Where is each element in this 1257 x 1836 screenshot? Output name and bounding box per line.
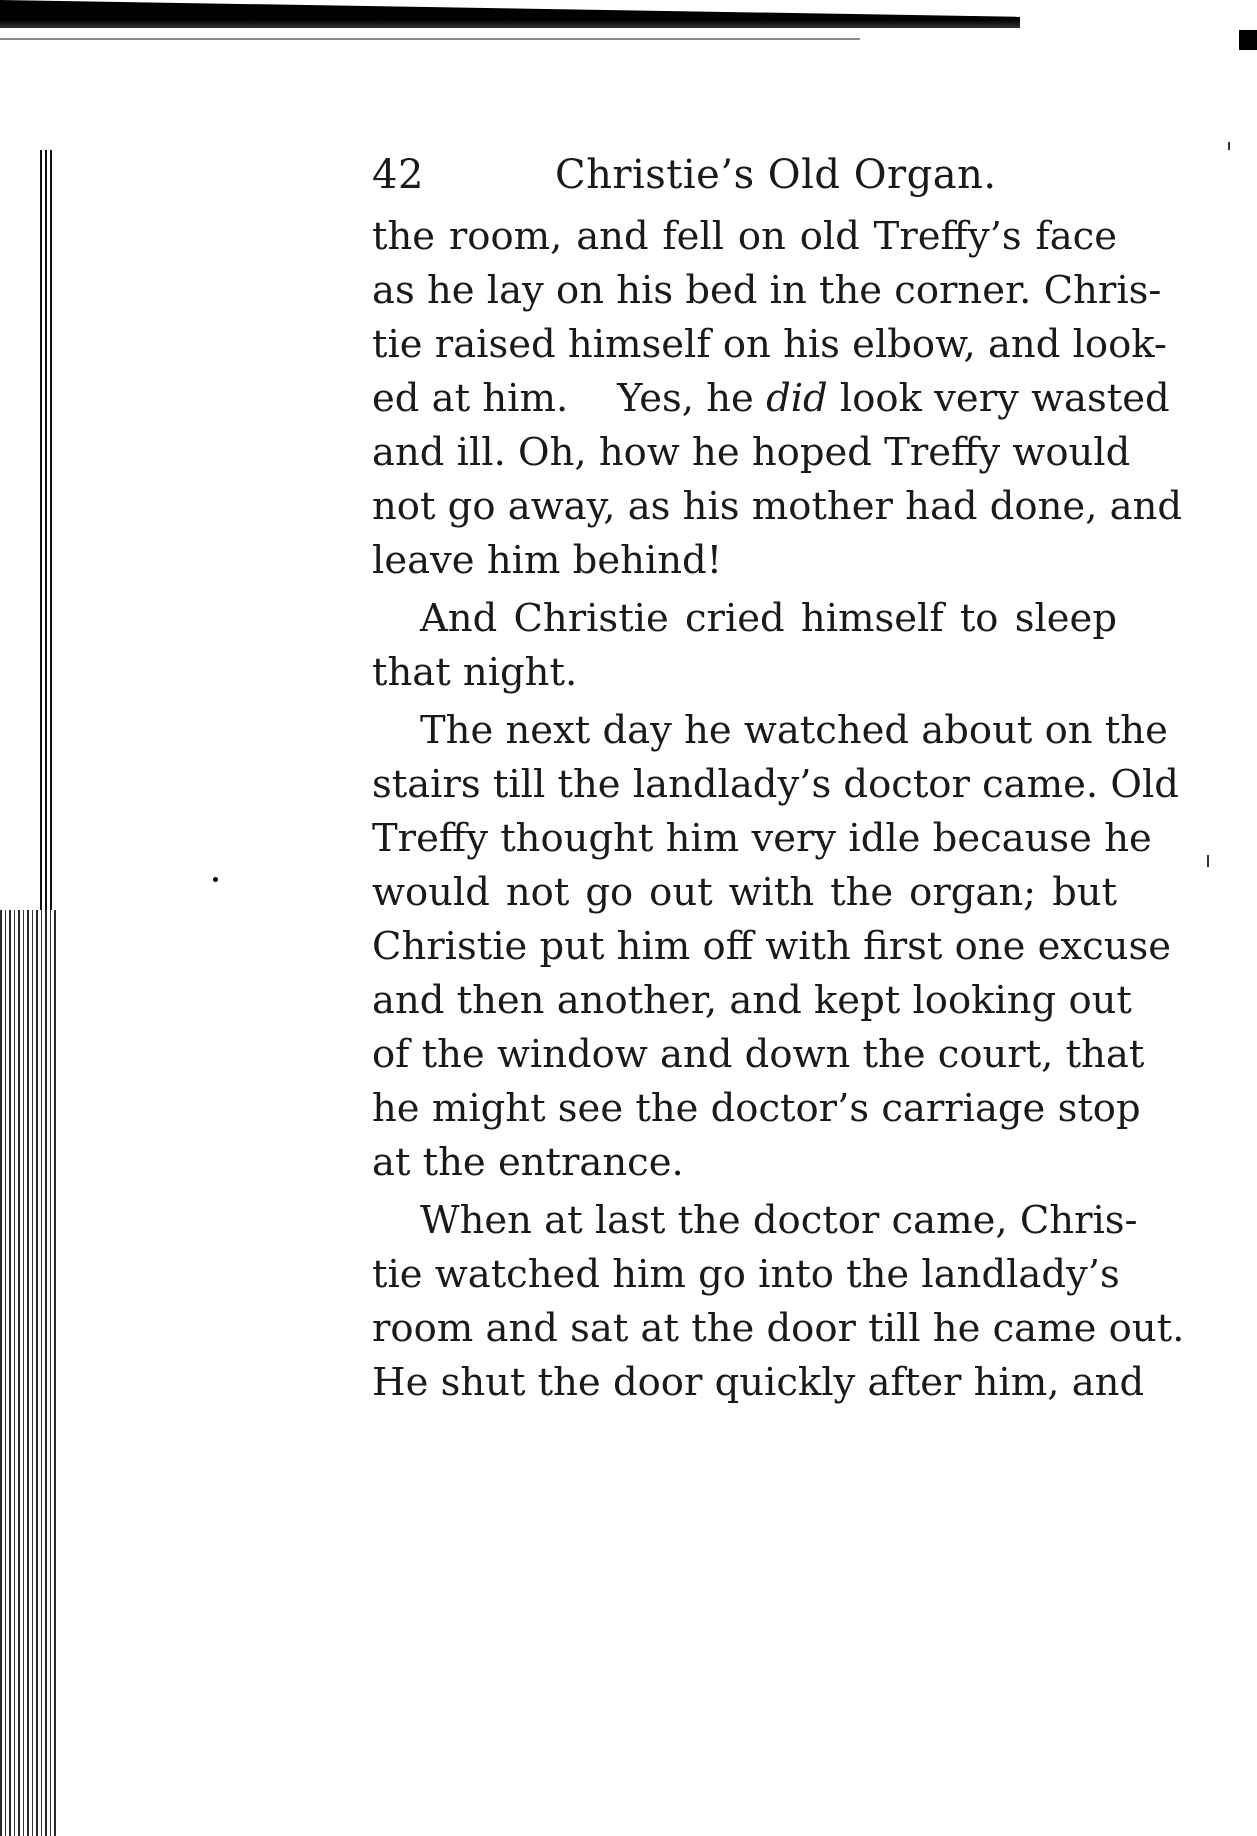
text-fragment: Yes, he [617,376,754,421]
text-line: Treffy thought him very idle because he [372,816,1152,861]
scan-speck [213,877,218,882]
text-line: leave him behind! [372,538,723,583]
text-line: room and sat at the door till he came out. [372,1306,1185,1351]
text-line: stairs till the landlady’s doctor came. Old [372,762,1179,807]
text-line: He shut the door quickly after him, and [372,1360,1145,1405]
text-line: tie raised himself on his elbow, and look- [372,322,1167,367]
emphasis-text: did [766,376,828,421]
text-line: of the window and down the court, that [372,1032,1145,1077]
text-line: not go away, as his mother had done, and [372,484,1183,529]
page-number: 42 [372,152,424,198]
binding-edge [0,910,58,1836]
text-fragment: look very wasted [839,376,1170,421]
paragraph [372,592,1117,700]
text-line: at the entrance. [372,1140,684,1185]
book-page [372,140,1185,1410]
text-line: as he lay on his bed in the corner. Chris- [372,268,1162,313]
binding-shadow [40,150,54,910]
body-text [372,210,1185,1410]
text-line [372,372,1170,426]
paragraph [372,210,1183,588]
paragraph [372,704,1179,1190]
text-line: would not go out with the organ; but [372,870,1117,915]
running-head [372,140,1117,210]
paragraph [372,1194,1185,1410]
text-line: and then another, and kept looking out [372,978,1132,1023]
text-fragment: ed at him. [372,376,569,421]
text-line: The next day he watched about on the [420,708,1168,753]
text-line: the room, and fell on old Treffy’s face [372,214,1117,259]
scan-corner-mark [1239,30,1257,50]
text-line: he might see the doctor’s carriage stop [372,1086,1141,1131]
text-line: Christie put him off with first one excuse [372,924,1172,969]
text-line: And Christie cried himself to sleep [420,596,1117,641]
text-line: that night. [372,650,578,695]
text-line: When at last the doctor came, Chris- [420,1198,1138,1243]
scan-edge-bar [0,0,1020,28]
text-line: and ill. Oh, how he hoped Treffy would [372,430,1131,475]
scan-tick [1228,142,1230,150]
text-line: tie watched him go into the landlady’s [372,1252,1120,1297]
running-title: Christie’s Old Organ. [555,152,997,198]
scan-edge-line [0,38,860,40]
scan-tick [1207,855,1209,867]
